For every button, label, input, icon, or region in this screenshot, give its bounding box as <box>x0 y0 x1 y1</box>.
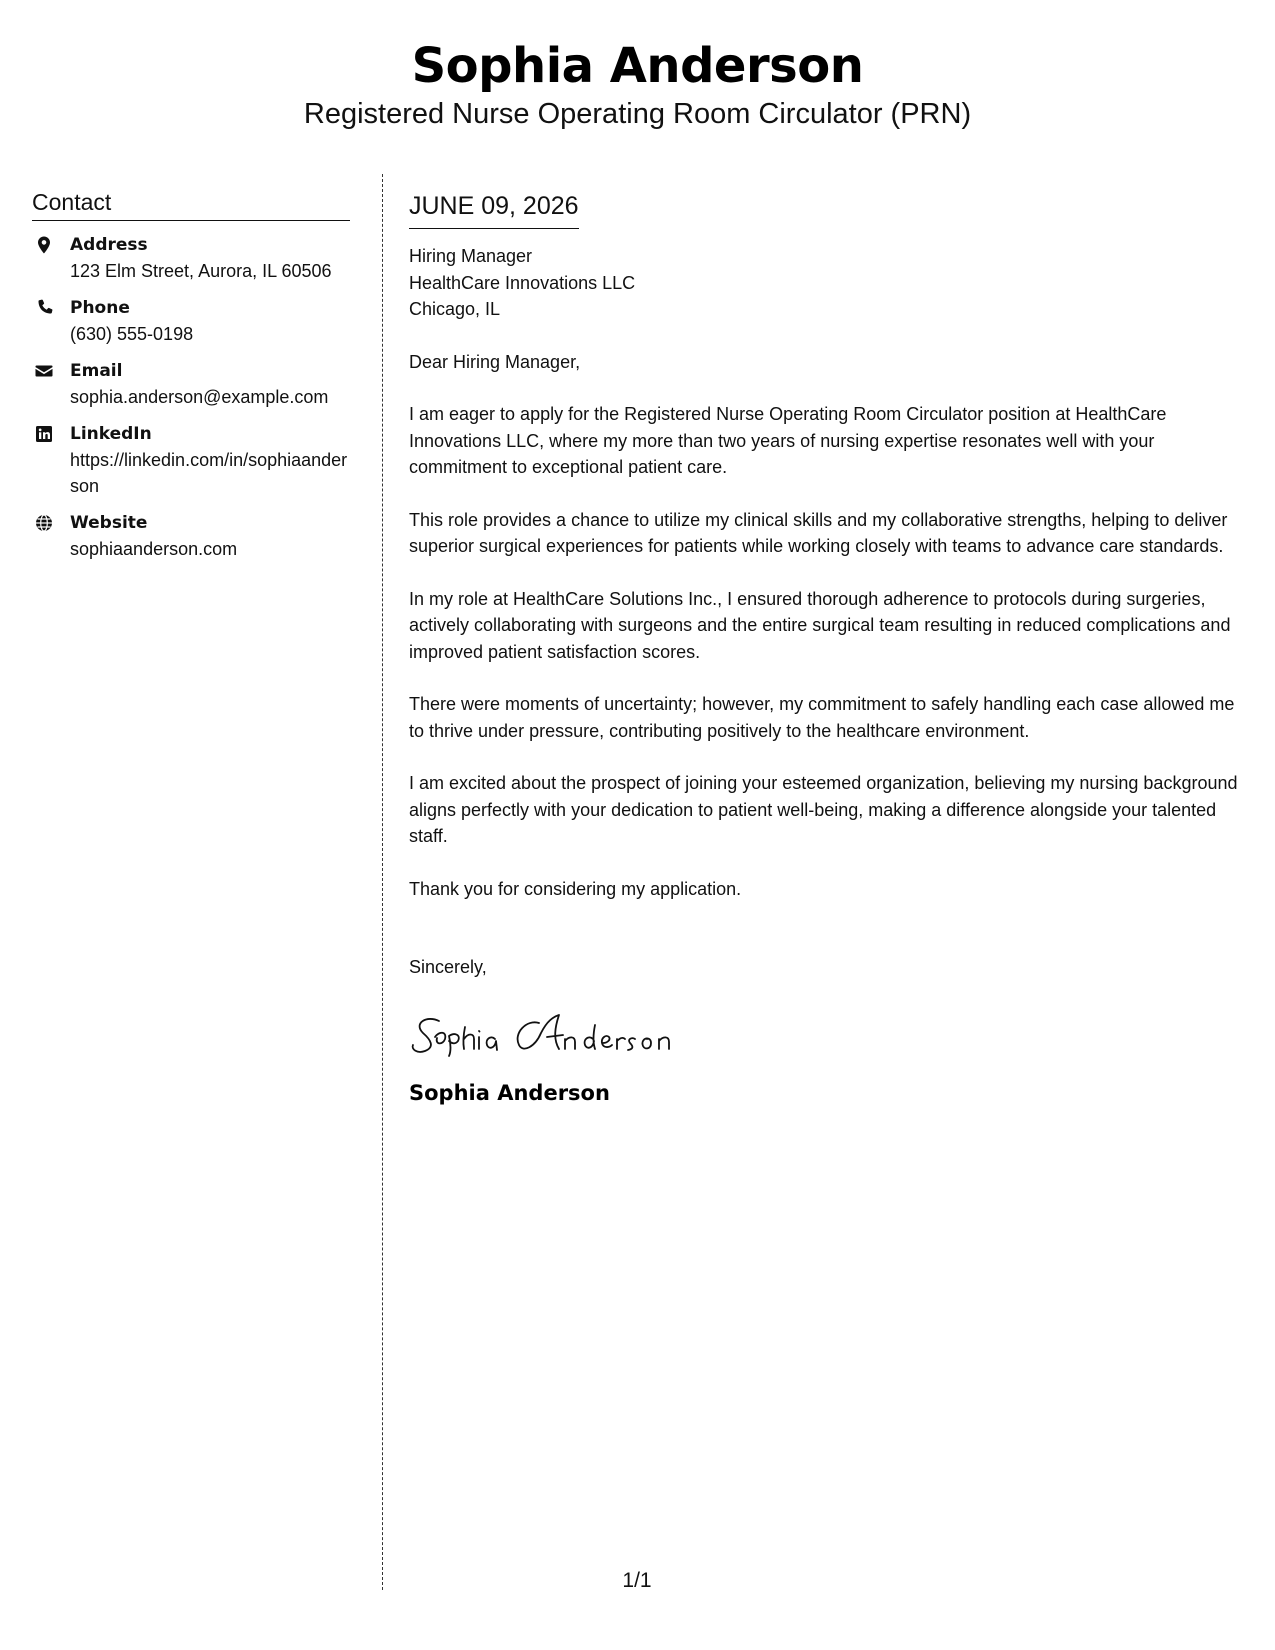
paragraph: In my role at HealthCare Solutions Inc., I ensured thorough adherence to protocols during surgeries, actively collaborating with surgeons and the entire surgical team resulting in reduced complications and improved patient satisfaction scores. <box>409 588 1231 662</box>
handwritten-signature <box>409 1003 709 1059</box>
closing: Sincerely, <box>409 957 487 977</box>
contact-label-linkedin: LinkedIn <box>70 424 152 444</box>
contact-label-phone: Phone <box>70 298 130 318</box>
contact-label-email: Email <box>70 361 123 381</box>
recipient-block <box>409 243 1251 323</box>
contact-item-address <box>32 233 350 284</box>
resume-header <box>0 36 1275 132</box>
recipient-title: Hiring Manager <box>409 246 533 266</box>
phone-value[interactable]: (630) 555-0198 <box>70 324 194 344</box>
contact-label-address: Address <box>70 235 148 255</box>
map-pin-icon <box>34 235 54 255</box>
recipient-location: Chicago, IL <box>409 299 501 319</box>
linkedin-icon <box>34 424 54 444</box>
page-number: 1/1 <box>622 1569 652 1592</box>
paragraph: Thank you for considering my application. <box>409 878 742 899</box>
column-divider <box>382 174 383 1590</box>
contact-label-website: Website <box>70 513 148 533</box>
job-title: Registered Nurse Operating Room Circulator (PRN) <box>303 98 972 130</box>
letter-date: JUNE 09, 2026 <box>409 190 579 229</box>
phone-icon <box>34 298 54 318</box>
linkedin-value[interactable]: https://linkedin.com/in/sophiaanderson <box>70 450 348 496</box>
globe-icon <box>34 513 54 533</box>
cover-letter-body <box>409 190 1251 1107</box>
paragraph: I am excited about the prospect of joining your esteemed organization, believing my nursing background aligns perfectly with your dedication to patient well-being, making a difference alongside your talented staff. <box>409 773 1238 846</box>
contact-item-website <box>32 511 350 562</box>
contact-item-linkedin <box>32 422 350 499</box>
salutation: Dear Hiring Manager, <box>409 351 581 372</box>
contact-sidebar <box>32 188 350 574</box>
paragraph: I am eager to apply for the Registered Nurse Operating Room Circulator position at HealthCare Innovations LLC, where my more than two years of nursing expertise resonates well with your commitment to exceptional patient care. <box>409 404 1167 477</box>
email-value[interactable]: sophia.anderson@example.com <box>70 387 329 407</box>
applicant-name: Sophia Anderson <box>411 38 864 94</box>
contact-list <box>32 233 350 562</box>
paragraph: There were moments of uncertainty; however, my commitment to safely handling each case allowed me to thrive under pressure, contributing positively to the healthcare environment. <box>409 694 1235 741</box>
recipient-company: HealthCare Innovations LLC <box>409 272 636 293</box>
signer-name: Sophia Anderson <box>409 1080 610 1105</box>
website-value[interactable]: sophiaanderson.com <box>70 539 238 559</box>
contact-item-email <box>32 359 350 410</box>
paragraph: This role provides a chance to utilize my clinical skills and my collaborative strengths, helping to deliver superior surgical experiences for patients while working closely with teams to advance care standards. <box>409 509 1228 556</box>
envelope-icon <box>34 361 54 381</box>
contact-heading: Contact <box>32 188 350 221</box>
contact-item-phone <box>32 296 350 347</box>
address-value: 123 Elm Street, Aurora, IL 60506 <box>70 261 332 281</box>
